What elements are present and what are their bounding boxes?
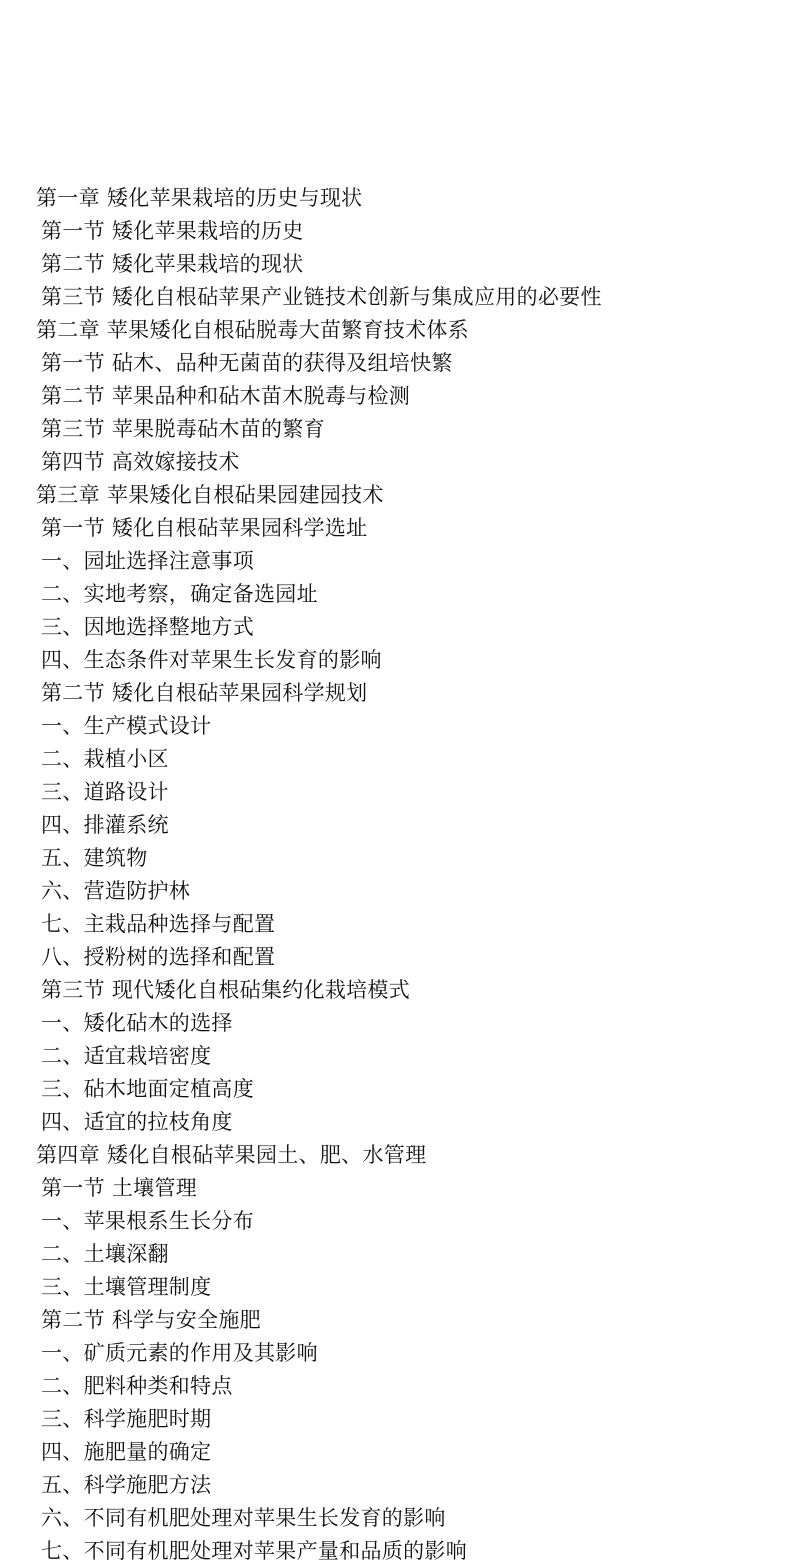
toc-section-line: 第二节 科学与安全施肥 <box>41 1308 261 1332</box>
toc-item-line: 二、适宜栽培密度 <box>41 1044 212 1068</box>
toc-item-line: 四、适宜的拉枝角度 <box>41 1110 233 1134</box>
toc-section-line: 第一节 砧木、品种无菌苗的获得及组培快繁 <box>41 351 453 375</box>
toc-section-line: 第三节 苹果脱毒砧木苗的繁育 <box>41 417 325 441</box>
toc-section-line: 第一节 土壤管理 <box>41 1176 198 1200</box>
toc-item-line: 二、肥料种类和特点 <box>41 1374 233 1398</box>
toc-item-line: 四、施肥量的确定 <box>41 1440 212 1464</box>
toc-section-line: 第一节 矮化自根砧苹果园科学选址 <box>41 516 368 540</box>
toc-item-line: 三、砧木地面定植高度 <box>41 1077 254 1101</box>
toc-item-line: 三、土壤管理制度 <box>41 1275 212 1299</box>
toc-chapter-line: 第一章 矮化苹果栽培的历史与现状 <box>36 186 363 210</box>
toc-section-line: 第一节 矮化苹果栽培的历史 <box>41 219 304 243</box>
toc-item-line: 一、苹果根系生长分布 <box>41 1209 254 1233</box>
toc-item-line: 二、土壤深翻 <box>41 1242 169 1266</box>
toc-item-line: 三、道路设计 <box>41 780 169 804</box>
toc-section-line: 第四节 高效嫁接技术 <box>41 450 240 474</box>
toc-section-line: 第二节 矮化苹果栽培的现状 <box>41 252 304 276</box>
toc-item-line: 三、因地选择整地方式 <box>41 615 254 639</box>
toc-chapter-line: 第三章 苹果矮化自根砧果园建园技术 <box>36 483 384 507</box>
toc-item-line: 七、不同有机肥处理对苹果产量和品质的影响 <box>41 1539 467 1563</box>
table-of-contents <box>36 182 776 1568</box>
toc-item-line: 一、矿质元素的作用及其影响 <box>41 1341 318 1365</box>
toc-item-line: 二、栽植小区 <box>41 747 169 771</box>
toc-chapter-line: 第四章 矮化自根砧苹果园土、肥、水管理 <box>36 1143 427 1167</box>
toc-item-line: 三、科学施肥时期 <box>41 1407 212 1431</box>
toc-item-line: 一、生产模式设计 <box>41 714 212 738</box>
toc-chapter-line: 第二章 苹果矮化自根砧脱毒大苗繁育技术体系 <box>36 318 469 342</box>
toc-section-line: 第三节 矮化自根砧苹果产业链技术创新与集成应用的必要性 <box>41 285 602 309</box>
toc-item-line: 一、园址选择注意事项 <box>41 549 254 573</box>
toc-item-line: 四、排灌系统 <box>41 813 169 837</box>
toc-item-line: 五、科学施肥方法 <box>41 1473 212 1497</box>
toc-item-line: 五、建筑物 <box>41 846 148 870</box>
toc-section-line: 第二节 苹果品种和砧木苗木脱毒与检测 <box>41 384 411 408</box>
toc-item-line: 六、营造防护林 <box>41 879 191 903</box>
toc-item-line: 一、矮化砧木的选择 <box>41 1011 233 1035</box>
toc-section-line: 第三节 现代矮化自根砧集约化栽培模式 <box>41 978 411 1002</box>
toc-item-line: 七、主栽品种选择与配置 <box>41 912 276 936</box>
toc-item-line: 四、生态条件对苹果生长发育的影响 <box>41 648 382 672</box>
toc-section-line: 第二节 矮化自根砧苹果园科学规划 <box>41 681 368 705</box>
toc-item-line: 二、实地考察，确定备选园址 <box>41 582 318 606</box>
toc-item-line: 八、授粉树的选择和配置 <box>41 945 276 969</box>
toc-item-line: 六、不同有机肥处理对苹果生长发育的影响 <box>41 1506 446 1530</box>
